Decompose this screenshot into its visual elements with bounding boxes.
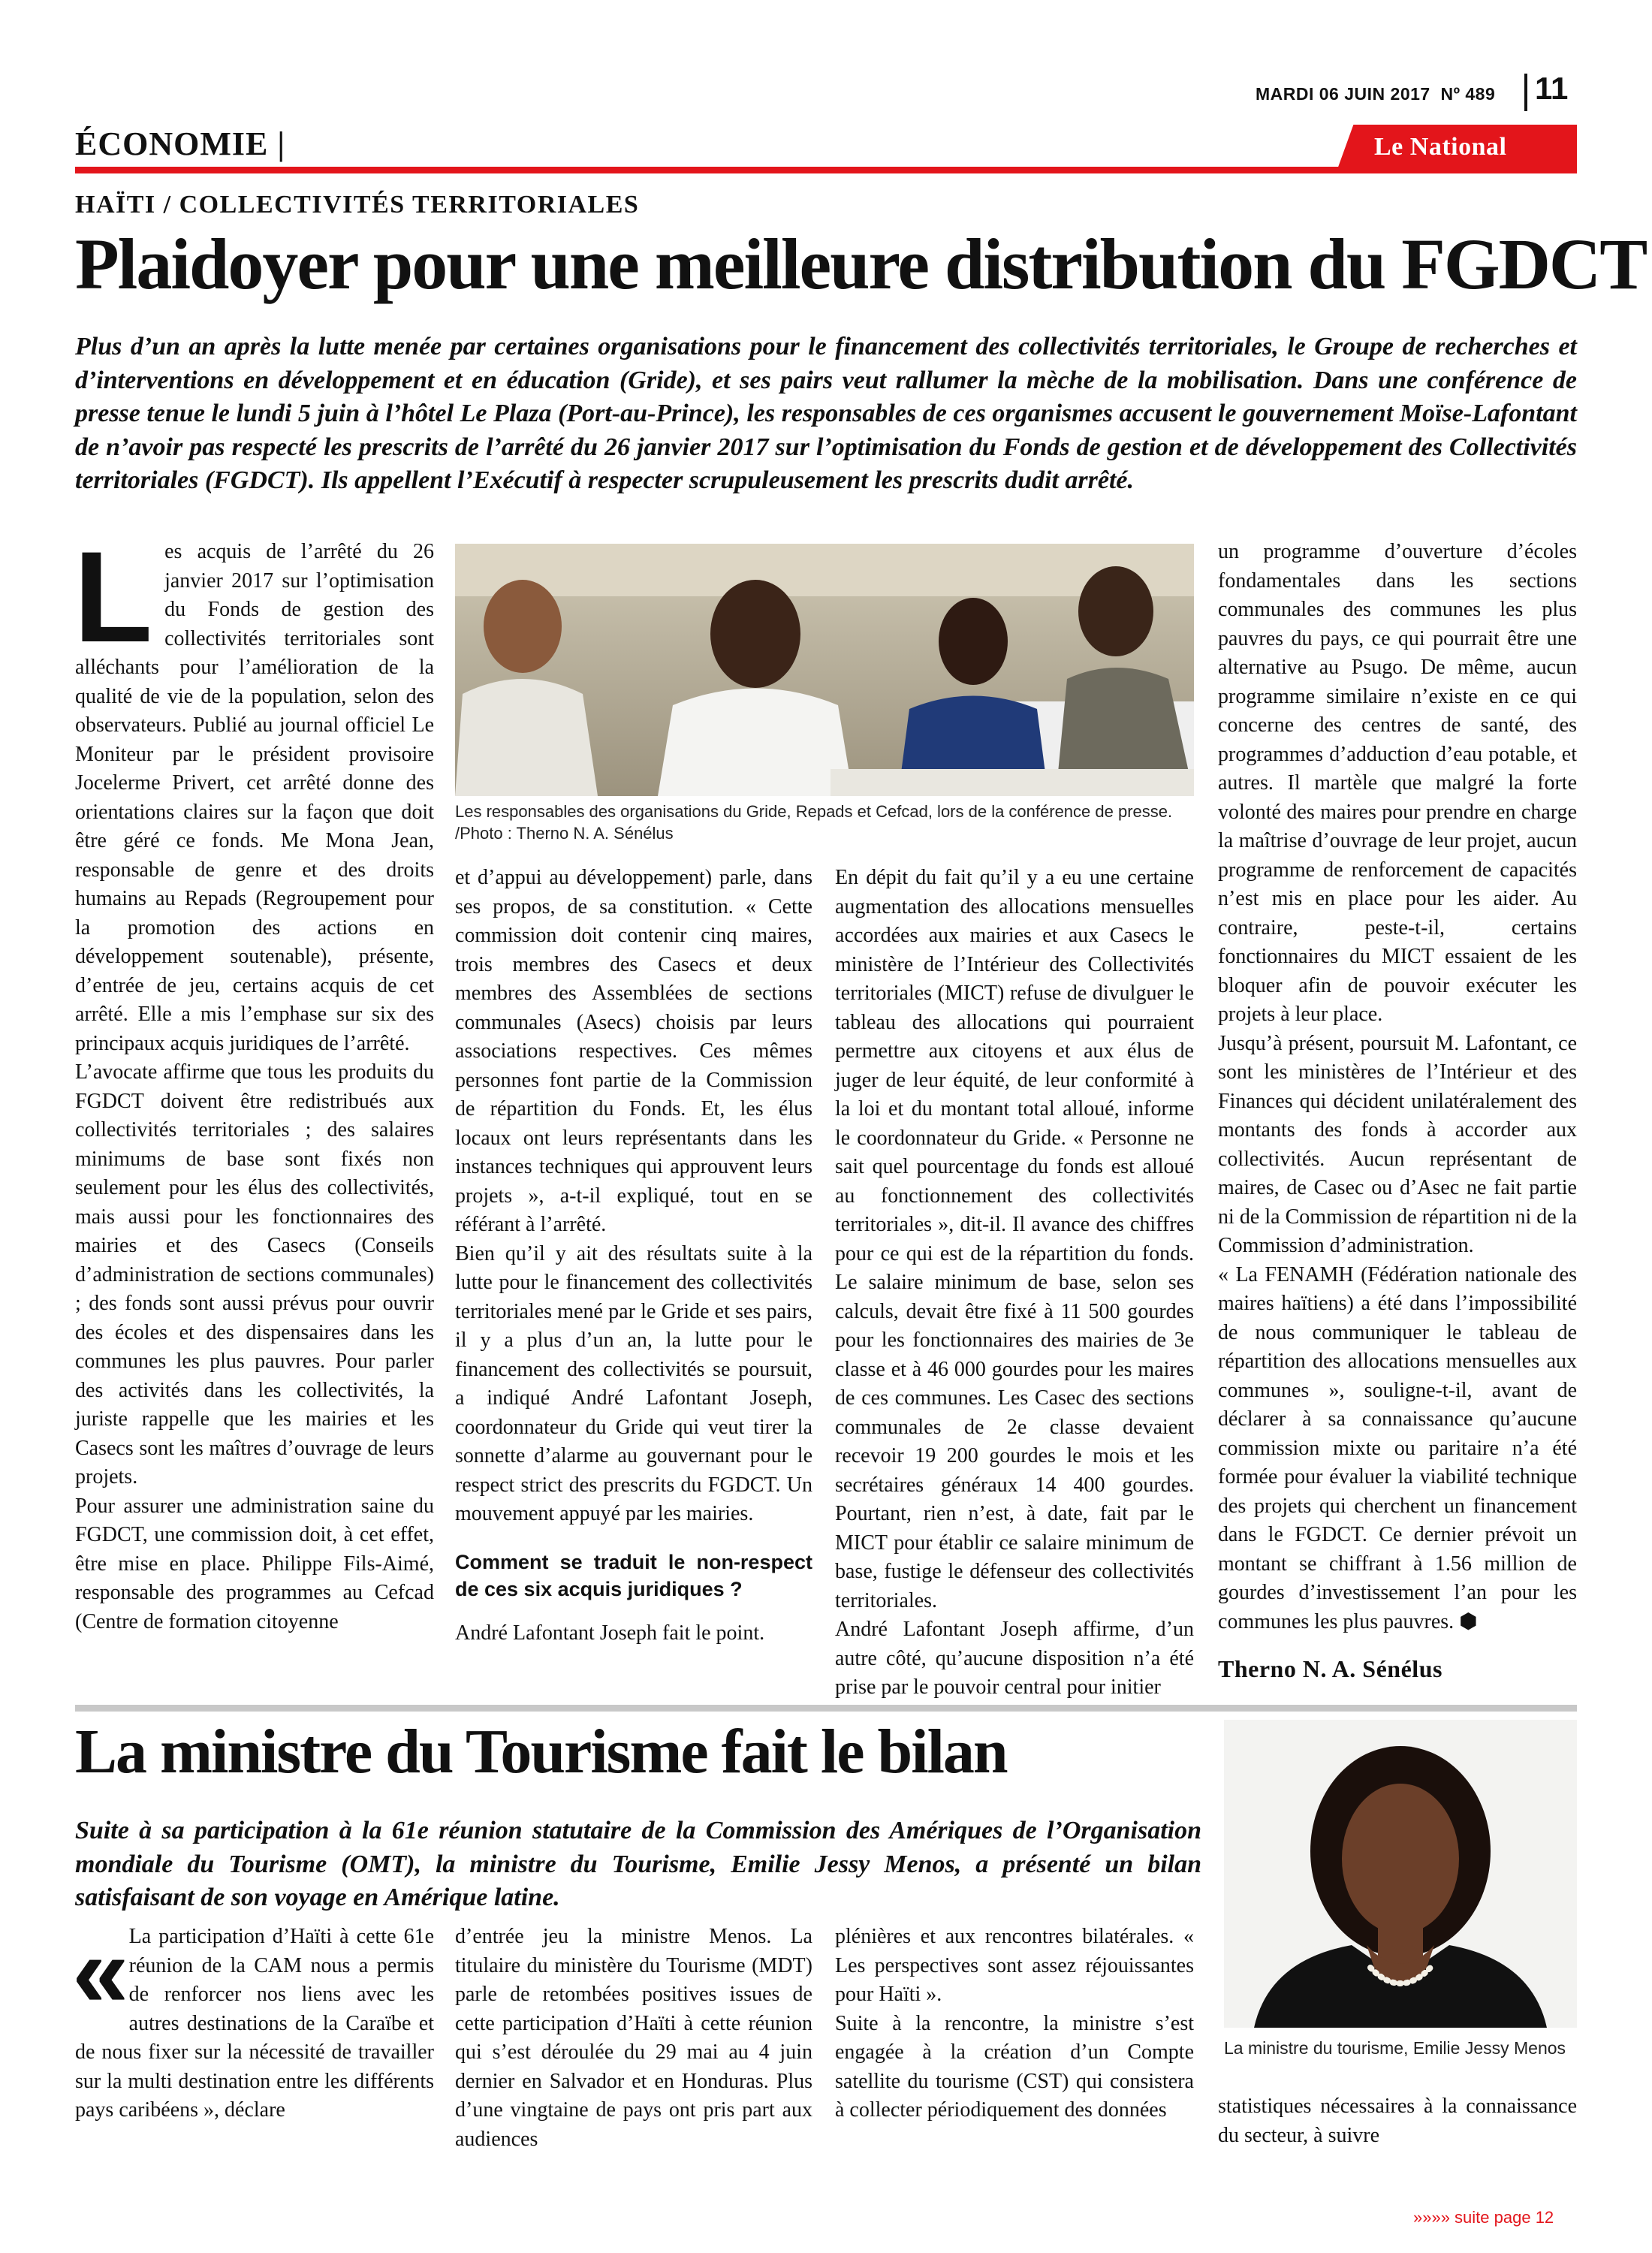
photo-image xyxy=(455,544,1194,796)
header-rule xyxy=(75,167,1577,173)
byline: Therno N. A. Sénélus xyxy=(1218,1655,1442,1682)
article-divider xyxy=(75,1705,1577,1712)
press-conference-photo xyxy=(455,544,1194,796)
article-title: Plaidoyer pour une meilleure distribution du FGDCT xyxy=(75,224,1647,304)
minister-portrait xyxy=(1224,1720,1577,2028)
paragraph: André Lafontant Joseph fait le point. xyxy=(455,1621,765,1645)
paragraph: Suite à la rencontre, la ministre s’est engagée à la création d’un Compte satellite du tourisme (CST) qui consistera à collecter périodiquement des données xyxy=(835,2011,1194,2122)
article-column-2 xyxy=(455,864,812,1648)
paragraph: « La FENAMH (Fédération nationale des maires haïtiens) a été dans l’impossibilité de nous communiquer le tableau de répartition des allocations mensuelles aux communes », souligne-t-il, avant de déclarer à sa connaissance qu’aucune commission mixte ou paritaire n’a été formée pour évaluer la viabilité technique des projets qui cherchent un financement dans le FGDCT. Ce dernier prévoit un montant se chiffrant à 1.56 million de gourdes d’investissement l’an pour les communes les plus pauvres. ⬢ xyxy=(1218,1262,1577,1633)
article-title: La ministre du Tourisme fait le bilan xyxy=(75,1717,1007,1787)
continued-link[interactable]: »»»» suite page 12 xyxy=(1413,2208,1554,2227)
paragraph: es acquis de l’arrêté du 26 janvier 2017 sur l’optimisation du Fonds de gestion des collectivités territoriales sont alléchants pour l’amélioration de la qualité de vie de la population, selon des observateurs. Publié au journal officiel Le Moniteur par le président provisoire Jocelerme Privert, cet arrêté donne des orientations claires sur la façon que doit être géré ce fonds. Me Mona Jean, responsable de genre et des droits humains au Repads (Regroupement pour la promotion des actions en développement soutenable), présente, d’entrée de jeu, certains acquis de cet arrêté. Elle a mis l’emphase sur six des principaux acquis juridiques de l’arrêté. xyxy=(75,540,434,1055)
quote-mark: « xyxy=(72,1914,119,2028)
article-lead: Suite à sa participation à la 61e réunion statutaire de la Commission des Amériques de l’Organisation mondiale du Tourisme (OMT), la ministre du Tourisme, Emilie Jessy Menos, a présenté un bilan satisfaisant de son voyage en Amérique latine. xyxy=(75,1817,1201,1911)
paragraph: Pour assurer une administration saine du FGDCT, une commission doit, à cet effet, être mise en place. Philippe Fils-Aimé, responsable des programmes au Cefcad (Centre de formation citoyenne xyxy=(75,1494,434,1633)
page-number: 11 xyxy=(1535,71,1569,106)
paragraph: un programme d’ouverture d’écoles fondamentales dans les sections communales des communes les plus pauvres du pays, ce qui pourrait être une alternative au Psugo. De même, aucun programme similaire n’existe en ce qui concerne des centres de santé, des programmes d’adduction d’eau potable, et autres. Il martèle que malgré la forte volonté des maires pour prendre en charge la maîtrise d’ouvrage de leur projet, aucun programme de renforcement de capacités n’est mis en place pour les aider. Au contraire, peste-t-il, certains fonctionnaires du MICT essaient de les bloquer afin de pouvoir exécuter les projets à leur place. xyxy=(1218,540,1577,1026)
paragraph: L’avocate affirme que tous les produits du FGDCT doivent être redistribués aux collectivités territoriales ; des salaires minimums de base sont fixés non seulement pour les élus des collectivités, mais aussi pour les fonctionnaires des mairies et des Casecs (Conseils d’administration de sections communales) ; des fonds sont aussi prévus pour ouvrir des écoles et des dispensaires dans les communes les plus pauvres. Pour parler des activités dans les collectivités, la juriste rappelle que les mairies et les Casecs sont les maîtres d’ouvrage de leurs projets. xyxy=(75,1060,434,1488)
portrait-image xyxy=(1224,1720,1577,2028)
issue-date: MARDI 06 JUIN 2017 Nº 489 xyxy=(1256,84,1496,104)
drop-cap: L xyxy=(74,525,153,669)
article-column-4 xyxy=(1218,538,1577,1684)
brand-name: Le National xyxy=(1374,133,1507,161)
article-kicker: HAÏTI / COLLECTIVITÉS TERRITORIALES xyxy=(75,191,640,219)
article-column-3 xyxy=(835,1923,1194,2125)
subheading: Comment se traduit le non-respect de ces six acquis juridiques ? xyxy=(455,1550,812,1600)
issue-number: Nº 489 xyxy=(1440,84,1496,104)
end-mark-icon: ⬢ xyxy=(1454,1609,1478,1633)
photo-caption: Les responsables des organisations du Gride, Repads et Cefcad, lors de la conférence de presse. /Photo : Therno N. A. Sénélus xyxy=(455,802,1173,843)
article-column-1 xyxy=(74,525,434,1636)
article-column-1 xyxy=(72,1914,434,2125)
paragraph: et d’appui au développement) parle, dans ses propos, de sa constitution. « Cette commission doit contenir cinq maires, trois membres des Casecs et deux membres des Assemblées de sections communales (Asecs) choisis par leurs associations respectives. Ces mêmes personnes font partie de la Commission de répartition du Fonds. Et, les élus locaux ont leurs représentants dans les instances techniques qui approuvent leurs projets », a-t-il expliqué, tout en se référant à l’arrêté. xyxy=(455,866,812,1236)
paragraph: La participation d’Haïti à cette 61e réunion de la CAM nous a permis de renforcer nos liens avec les autres destinations de la Caraïbe et de nous fixer sur la nécessité de travailler sur la multi destination entre les différents pays caribéens », déclare xyxy=(75,1925,434,2122)
paragraph: d’entrée jeu la ministre Menos. La titulaire du ministère du Tourisme (MDT) parle de retombées positives issues de cette participation d’Haïti à cette réunion qui s’est déroulée du 29 mai au 4 juin dernier en Salvador et en Honduras. Plus d’une vingtaine de pays ont pris part aux audiences xyxy=(455,1925,812,2151)
photo-caption: La ministre du tourisme, Emilie Jessy Menos xyxy=(1224,2038,1566,2058)
paragraph: plénières et aux rencontres bilatérales. « Les perspectives sont assez réjouissantes pour Haïti ». xyxy=(835,1925,1194,2006)
paragraph: statistiques nécessaires à la connaissance du secteur, à suivre xyxy=(1218,2095,1577,2147)
paragraph: Bien qu’il y ait des résultats suite à la lutte pour le financement des collectivités territoriales mené par le Gride et ses pairs, il y a plus d’un an, la lutte pour le financement des collectivités se poursuit, a indiqué André Lafontant Joseph, coordonnateur du Gride qui veut tirer la sonnette d’alarme au gouvernant pour le respect strict des prescrits du FGDCT. Un mouvement appuyé par les mairies. xyxy=(455,1241,812,1525)
paragraph: En dépit du fait qu’il y a eu une certaine augmentation des allocations mensuelles accordées aux mairies et aux Casecs le ministère de l’Intérieur des Collectivités territoriales (MICT) refuse de divulguer le tableau des allocations qui pourraient permettre aux citoyens et aux élus de juger de leur équité, de leur conformité à la loi et du montant total alloué, informe le coordonnateur du Gride. « Personne ne sait quel pourcentage du fonds est alloué au fonctionnement des collectivités territoriales », dit-il. Il avance des chiffres pour ce qui est de la répartition du fonds. Le salaire minimum de base, selon ses calculs, devait être fixé à 11 500 gourdes pour les fonctionnaires des mairies de 3e classe et à 46 000 gourdes pour les maires de ces communes. Les Casec des sections communales de 2e classe devaient recevoir 19 200 gourdes le mois et les secrétaires généraux 14 400 gourdes. Pourtant, rien n’est, à date, fait par le MICT pour établir ce salaire minimum de base, fustige le défenseur des collectivités territoriales. xyxy=(835,866,1194,1612)
article-lead: Plus d’un an après la lutte menée par certaines organisations pour le financement des collectivités territoriales, le Groupe de recherches et d’interventions en développement et en éducation (Gride), et ses pairs veut rallumer la mèche de la mobilisation. Dans une conférence de presse tenue le lundi 5 juin à l’hôtel Le Plaza (Port-au-Prince), les responsables de ces organismes accusent le gouvernement Moïse-Lafontant de n’avoir pas respecté les prescrits de l’arrêté du 26 janvier 2017 sur l’optimisation du Fonds de gestion et de développement des Collectivités territoriales (FGDCT). Ils appellent l’Exécutif à respecter scrupuleusement les prescrits dudit arrêté. xyxy=(75,333,1577,494)
paragraph: André Lafontant Joseph affirme, d’un autre côté, qu’aucune disposition n’a été prise par le pouvoir central pour initier xyxy=(835,1618,1194,1699)
article-column-3 xyxy=(835,864,1194,1703)
article-column-2 xyxy=(455,1923,812,2154)
section-title: ÉCONOMIE | xyxy=(75,125,286,162)
header-divider xyxy=(1524,74,1527,111)
article-column-4 xyxy=(1218,2092,1577,2150)
paragraph: Jusqu’à présent, poursuit M. Lafontant, ce sont les ministères de l’Intérieur et des Finances qui décident unilatéralement des montants des fonds à accorder aux collectivités. Aucun représentant de maires, de Casec ou d’Asec ne fait partie ni de la Commission de répartition ni de la Commission d’administration. xyxy=(1218,1031,1577,1257)
